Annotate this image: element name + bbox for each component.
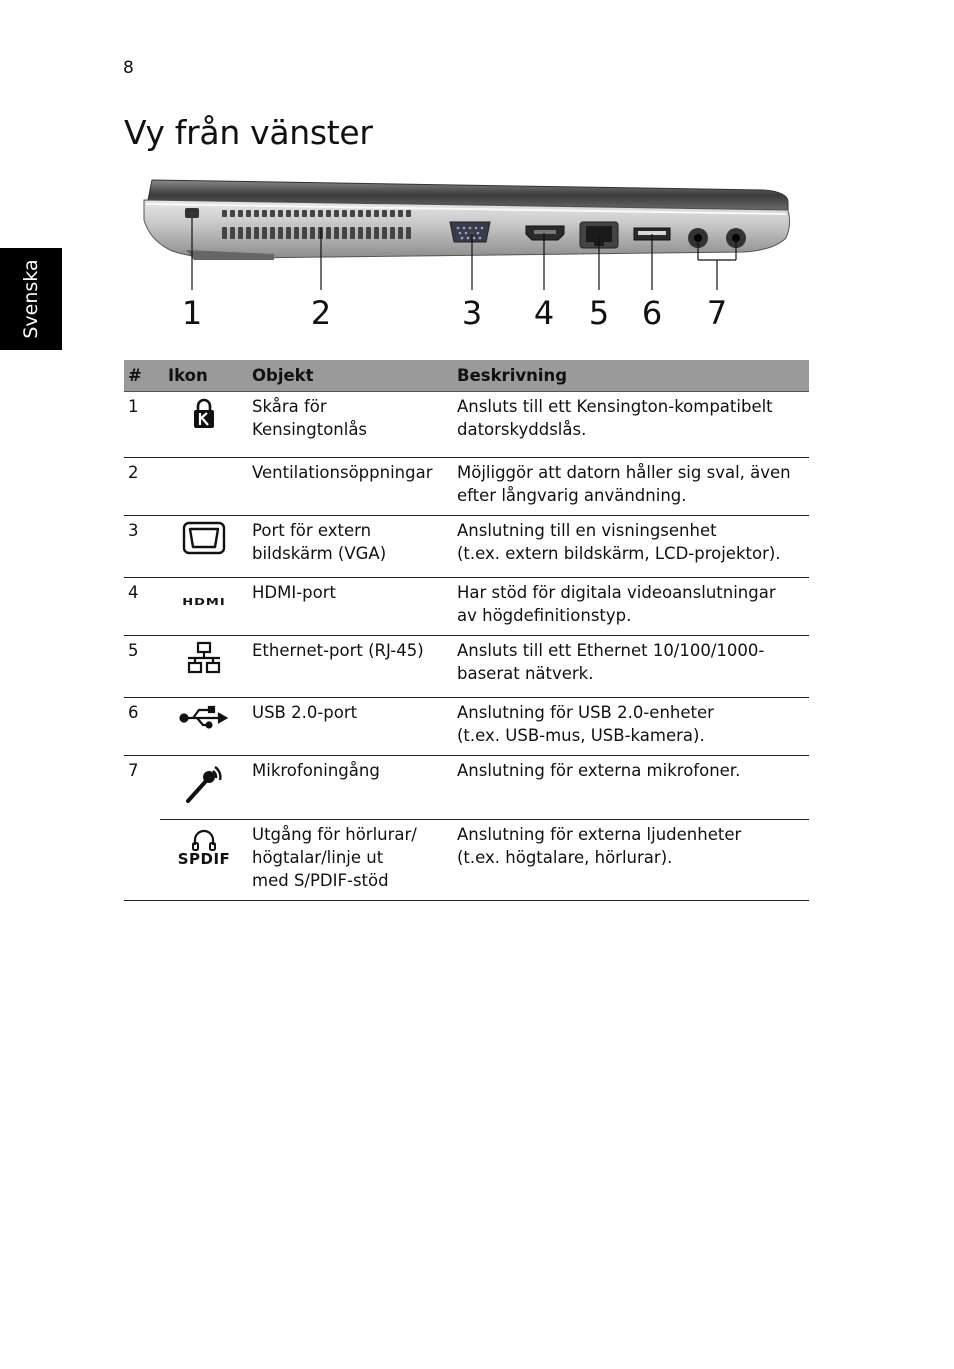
row-description: Anslutning till en visningsenhet (t.ex. extern bildskärm, LCD-projektor). (453, 516, 809, 578)
header-icon: Ikon (160, 360, 248, 392)
row-object: Utgång för hörlurar/ högtalar/linje ut med S/PDIF-stöd (248, 820, 453, 901)
hdmi-icon (182, 589, 225, 614)
language-side-tab-label: Svenska (20, 259, 42, 339)
callout-6: 6 (641, 294, 663, 332)
row-num: 2 (124, 458, 160, 516)
header-object: Objekt (248, 360, 453, 392)
headphone-spdif-icon (178, 829, 231, 867)
hdmi-icon-text: HDMI (182, 596, 226, 609)
language-side-tab (0, 248, 62, 350)
row-num: 7 (128, 761, 139, 780)
table-row (124, 820, 809, 901)
callout-4: 4 (533, 294, 555, 332)
row-num: 5 (124, 636, 160, 698)
ethernet-network-icon (184, 641, 224, 675)
usb-icon (179, 705, 229, 729)
table-row (124, 698, 809, 756)
row-description: Ansluts till ett Ethernet 10/100/1000- baserat nätverk. (453, 636, 809, 698)
row-description: Anslutning för USB 2.0-enheter (t.ex. USB-mus, USB-kamera). (453, 698, 809, 756)
row-object: HDMI-port (248, 578, 453, 636)
table-row (124, 516, 809, 578)
table-row (124, 636, 809, 698)
row-description: Har stöd för digitala videoanslutningar av högdefinitionstyp. (453, 578, 809, 636)
header-num: # (124, 360, 160, 392)
table-row (124, 458, 809, 516)
row-description: Anslutning för externa mikrofoner. (453, 756, 809, 820)
microphone-icon (182, 761, 226, 805)
callout-7: 7 (706, 294, 728, 332)
row-object: Port för extern bildskärm (VGA) (248, 516, 453, 578)
row-num (124, 820, 160, 901)
header-description: Beskrivning (453, 360, 809, 392)
page-title: Vy från vänster (124, 113, 373, 152)
table-row (124, 578, 809, 636)
kensington-lock-icon (192, 397, 216, 429)
row-num: 6 (124, 698, 160, 756)
vga-monitor-icon (182, 521, 226, 555)
row-description: Möjliggör att datorn håller sig sval, även efter långvarig användning. (453, 458, 809, 516)
callout-3: 3 (461, 294, 483, 332)
row-num: 4 (124, 578, 160, 636)
callout-1: 1 (181, 294, 203, 332)
spdif-icon-text: SPDIF (177, 850, 231, 868)
row-object: Mikrofoningång (248, 756, 453, 820)
callout-5: 5 (588, 294, 610, 332)
row-num: 1 (124, 392, 160, 458)
row-object: USB 2.0-port (248, 698, 453, 756)
row-description: Ansluts till ett Kensington-kompatibelt datorskyddslås. (453, 392, 809, 458)
row-object: Ethernet-port (RJ-45) (248, 636, 453, 698)
callout-2: 2 (310, 294, 332, 332)
page-number: 8 (123, 58, 134, 78)
row-description: Anslutning för externa ljudenheter (t.ex. högtalare, hörlurar). (453, 820, 809, 901)
table-row (124, 756, 809, 820)
ports-table (124, 360, 809, 901)
row-object: Skåra för Kensingtonlås (248, 392, 453, 458)
row-object: Ventilationsöppningar (248, 458, 453, 516)
row-num: 3 (124, 516, 160, 578)
table-row (124, 392, 809, 458)
table-header-row (124, 360, 809, 392)
